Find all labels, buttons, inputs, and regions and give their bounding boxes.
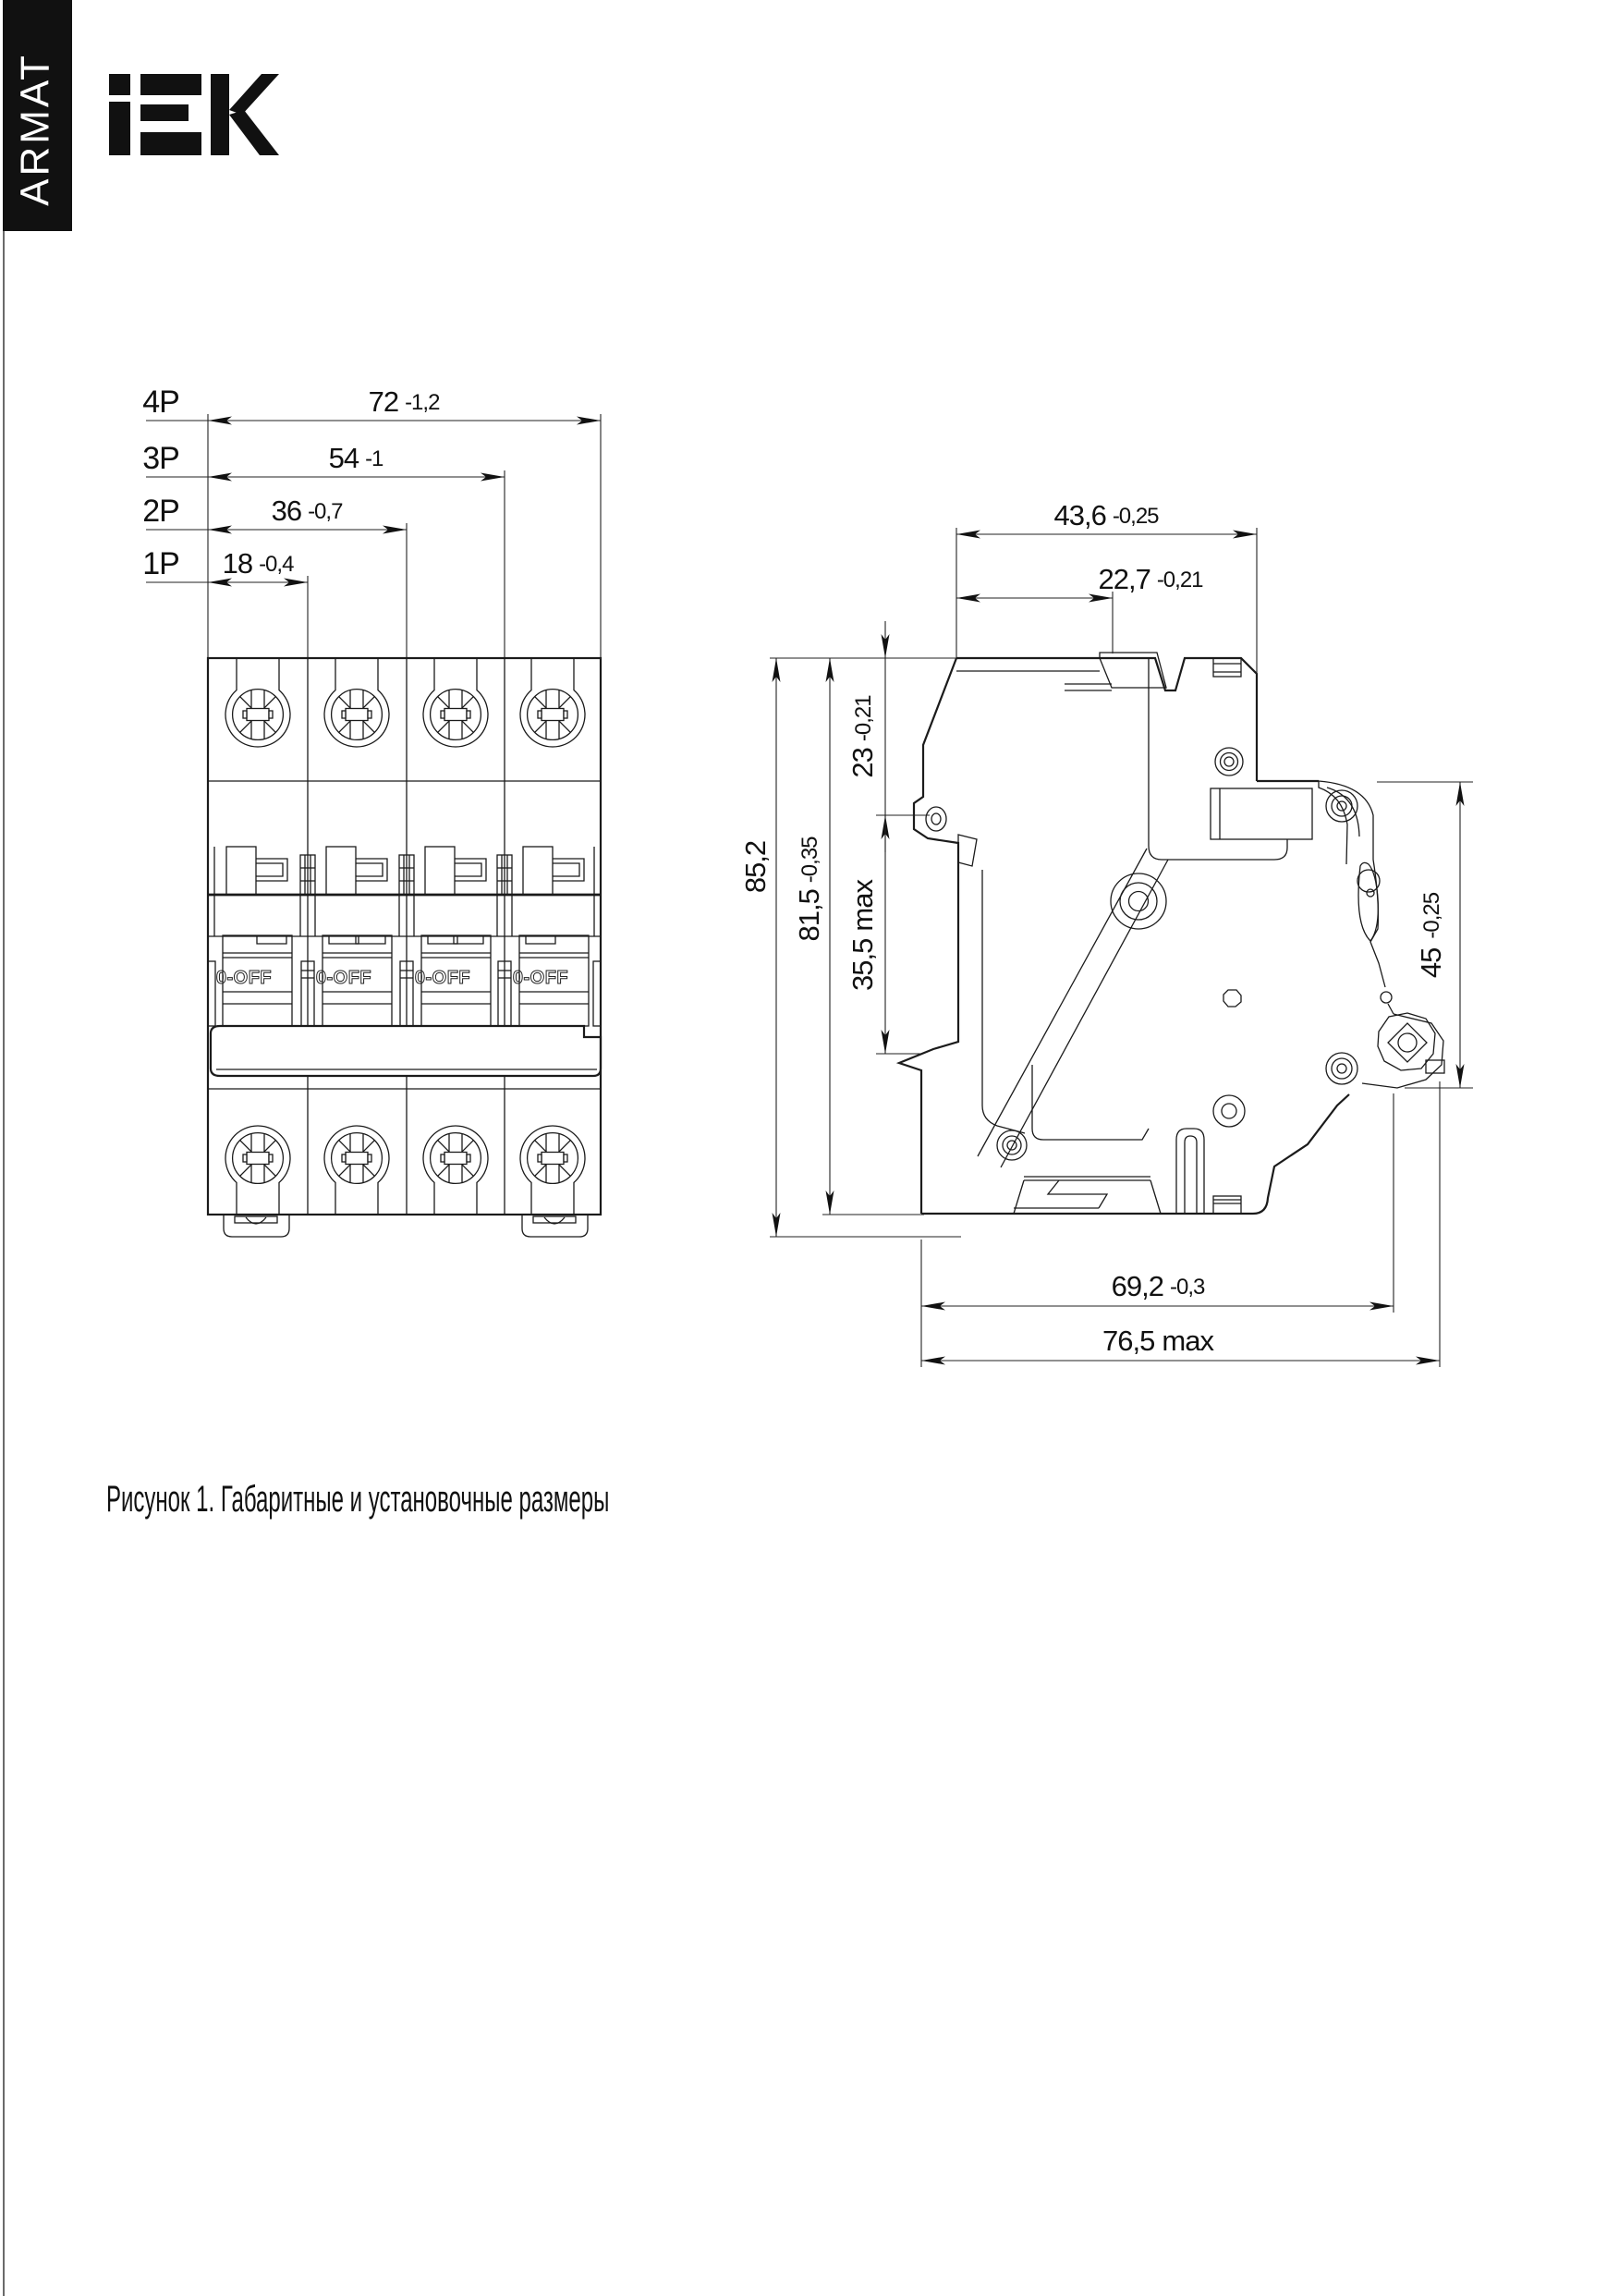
dim-45: 45-0,25 <box>1415 892 1447 979</box>
handle-label-1: 0-OFF <box>215 968 273 988</box>
dim-23: 23-0,21 <box>846 695 879 778</box>
dim-76-5: 76,5 max <box>1102 1325 1213 1357</box>
side-body-details <box>926 653 1444 1214</box>
pole-label-2p: 2P <box>142 494 179 529</box>
front-view <box>142 385 601 1237</box>
dim-18: 18 -0,4 <box>222 547 294 580</box>
handle-label-3: 0-OFF <box>414 968 471 988</box>
handle-label-4: 0-OFF <box>512 968 569 988</box>
pole-label-4p: 4P <box>142 385 179 420</box>
handle-tie-bar <box>211 1026 601 1076</box>
figure-caption: Рисунок 1. Габаритные и установочные размеры <box>106 1479 610 1520</box>
side-body-outline <box>899 658 1349 1214</box>
pole-label-1p: 1P <box>142 546 179 581</box>
armat-label: ARMAT <box>12 53 58 206</box>
dim-69-2: 69,2 -0,3 <box>1111 1270 1205 1302</box>
dim-43-6: 43,6 -0,25 <box>1053 499 1159 531</box>
front-body <box>208 658 601 1237</box>
dim-36: 36 -0,7 <box>271 495 343 527</box>
dim-22-7: 22,7 -0,21 <box>1098 563 1203 595</box>
pole-label-3p: 3P <box>142 441 179 476</box>
dim-54: 54 -1 <box>328 442 383 474</box>
side-dimension-labels <box>739 499 1447 1357</box>
handle-label-2: 0-OFF <box>315 968 372 988</box>
upper-terminal-screws <box>225 658 585 747</box>
dim-35-5: 35,5max <box>846 880 879 991</box>
lower-terminal-screws <box>225 1126 585 1215</box>
mounting-feet <box>224 1215 588 1237</box>
dim-85-2: 85,2 <box>739 840 772 894</box>
armat-sidebar <box>3 0 72 231</box>
dim-72: 72 -1,2 <box>368 385 440 418</box>
dim-81-5: 81,5-0,35 <box>793 837 825 942</box>
iek-logo <box>109 74 279 155</box>
side-view <box>739 499 1473 1367</box>
front-dimension-labels <box>142 385 440 581</box>
